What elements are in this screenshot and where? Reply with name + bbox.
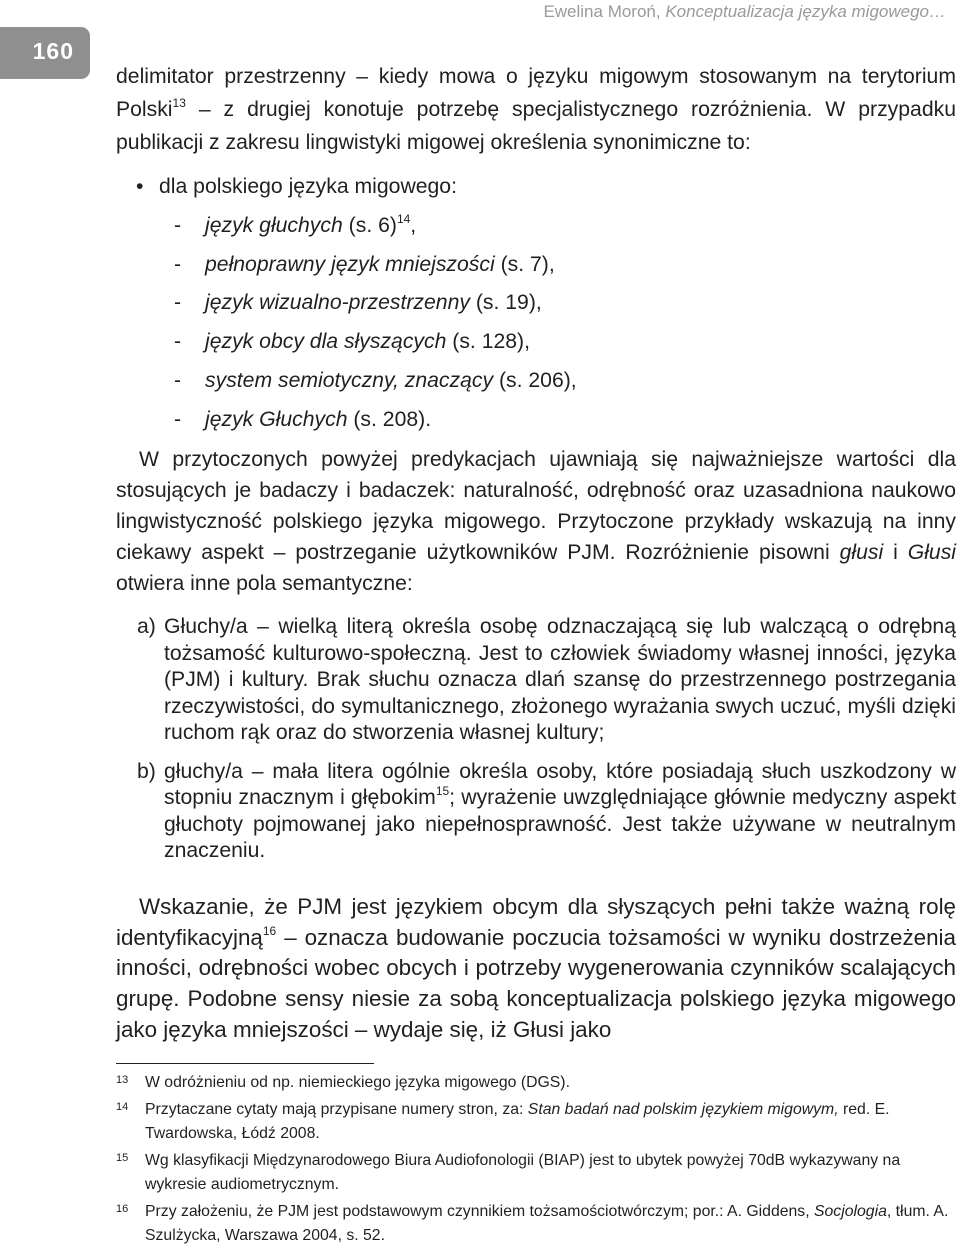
paragraph-text: delimitator przestrzenny – kiedy mowa o języku migowym stosowanym na terytorium Polski [116, 65, 956, 121]
footnote-number: 15 [116, 1152, 129, 1164]
footnote-text: Przytaczane cytaty mają przypisane numery stron, za: [145, 1101, 528, 1118]
paragraph-text: Wskazanie, że PJM jest językiem obcym dla słyszących pełni także ważną rolę identyfikacyjną [116, 893, 956, 950]
paragraph-predications [116, 444, 956, 599]
list-item-text: głuchy/a – mała litera ogólnie określa osoby, które posiadają słuch uszkodzony w stopniu znacznym i głębokim [164, 759, 956, 810]
page-ref: (s. 206), [493, 368, 577, 392]
footnote-text: Przy założeniu, że PJM jest podstawowym czynnikiem tożsamościotwórczym; por.: A. Giddens, [145, 1203, 814, 1220]
footnote-number: 16 [116, 1203, 129, 1215]
bullet-item [136, 167, 956, 207]
paragraph-text: i [883, 541, 908, 565]
term: język obcy dla słyszących [205, 330, 447, 354]
footnote-ref-15: 15 [435, 784, 450, 799]
paragraph-text: W przytoczonych powyżej predykacjach ujawniają się najważniejsze wartości dla stosujących je badaczy i badaczek: naturalność, odrębność oraz uzasadniona naukowo lingwistyczność polskiego języka migowego. Przytoczone przykłady wskazują na inny ciekawy aspekt – postrzeganie użytkowników PJM. Rozróżnienie pisowni [116, 448, 956, 565]
paragraph-text: – oznacza budowanie poczucia tożsamości w wyniku dostrzeżenia inności, odrębności wobec obcych i potrzeby wygenerowania czynników scalających grupę. Podobne sensy niesie za sobą konceptualizacja polskiego języka migowego jako języka mniejszości – wydaje się, iż Głusi jako [116, 924, 956, 1042]
main-text [116, 60, 956, 1046]
term-Glusi: Głusi [907, 541, 956, 565]
list-item-a [116, 614, 956, 747]
footnote-ref-16: 16 [262, 924, 277, 939]
paragraph-intro [116, 60, 956, 159]
footnote-number: 13 [116, 1074, 129, 1086]
page-number: 160 [32, 38, 74, 64]
synonym-list [116, 207, 956, 439]
footnote-15 [116, 1149, 956, 1197]
dash-marker: - [174, 252, 182, 276]
list-item-b [116, 759, 956, 865]
running-head [543, 2, 946, 22]
page-number-tab [0, 27, 90, 79]
list-marker: a) [137, 615, 156, 639]
footnotes [116, 1071, 956, 1248]
list-item [116, 362, 956, 401]
bullet-label: polskiego języka migowego: [193, 175, 457, 198]
paragraph-text: otwiera inne pola semantyczne: [116, 572, 413, 596]
dash-marker: - [174, 291, 182, 315]
footnote-number: 14 [116, 1101, 129, 1113]
term: język Głuchych [205, 407, 348, 431]
footnote-16 [116, 1200, 956, 1248]
footnote-14 [116, 1098, 956, 1146]
list-marker: b) [137, 759, 156, 783]
dash-marker: - [174, 407, 182, 431]
footnote-text: red. E. Twardowska, Łódź 2008. [145, 1101, 890, 1142]
page-ref: (s. 208). [347, 407, 432, 431]
dash-marker: - [174, 214, 182, 237]
page-ref: (s. 19), [469, 291, 542, 315]
list-item [116, 284, 956, 323]
running-head-title: Konceptualizacja języka migowego… [665, 2, 946, 21]
definition-list [116, 614, 956, 865]
footnote-text: W odróżnieniu od np. niemieckiego języka migowego (DGS). [145, 1074, 570, 1091]
paragraph-text: – z drugiej konotuje potrzebę specjalistycznego rozróżnienia. W przypadku publikacji z zakresu lingwistyki migowej określenia synonimiczne to: [116, 98, 956, 154]
footnote-13 [116, 1071, 956, 1095]
footnote-ref-14: 14 [396, 211, 411, 226]
term: język głuchych [205, 214, 343, 237]
list-item [116, 323, 956, 362]
footnote-text: , tłum. A. Szulżycka, Warszawa 2004, s. 52. [145, 1203, 949, 1244]
term-glusi: głusi [839, 541, 884, 565]
page-ref: (s. 128), [446, 330, 530, 354]
dash-marker: - [174, 368, 182, 392]
paragraph-identity [116, 892, 956, 1046]
footnote-text: Wg klasyfikacji Międzynarodowego Biura Audiofonologii (BIAP) jest to ubytek powyżej 70dB wykazywany na wykresie audiometrycznym. [145, 1152, 901, 1193]
term: pełnoprawny język mniejszości [205, 252, 495, 276]
list-item-text: Głuchy/a – wielką literą określa osobę odznaczającą się lub walczącą o odrębną tożsamość kulturowo-społeczną. Jest to człowiek świadomy własnej inności, języka (PJM) i kultury. Brak słuchu oznacza dlań szansę do przestrzennego postrzegania rzeczywistości, do symultanicznego, złożonego wyrażania swych uczuć, myśli dzięki ruchom rąk oraz do stworzenia własnej kultury; [164, 615, 956, 745]
list-item-text: ; wyrażenie uwzględniające głównie medyczny aspekt głuchoty pojmowanej jako niepełnosprawność. Jest także używane w neutralnym znaczeniu. [164, 786, 956, 863]
running-head-author: Ewelina Moroń, [543, 2, 661, 21]
footnote-ref-13: 13 [172, 95, 186, 110]
footnote-italic: Stan badań nad polskim językiem migowym, [527, 1101, 839, 1118]
term: system semiotyczny, znaczący [205, 368, 494, 392]
footnote-italic: Socjologia [813, 1203, 887, 1220]
footnote-divider [116, 1063, 374, 1064]
term: język wizualno-przestrzenny [205, 291, 470, 315]
bullet-prefix: dla [159, 175, 188, 198]
list-item [116, 401, 956, 440]
dash-marker: - [174, 330, 182, 354]
list-item [116, 246, 956, 285]
suffix: , [410, 214, 417, 237]
page-ref: (s. 7), [494, 252, 555, 276]
page-ref: (s. 6) [342, 214, 397, 237]
list-item [116, 207, 956, 246]
bullet-icon: • [136, 175, 144, 198]
